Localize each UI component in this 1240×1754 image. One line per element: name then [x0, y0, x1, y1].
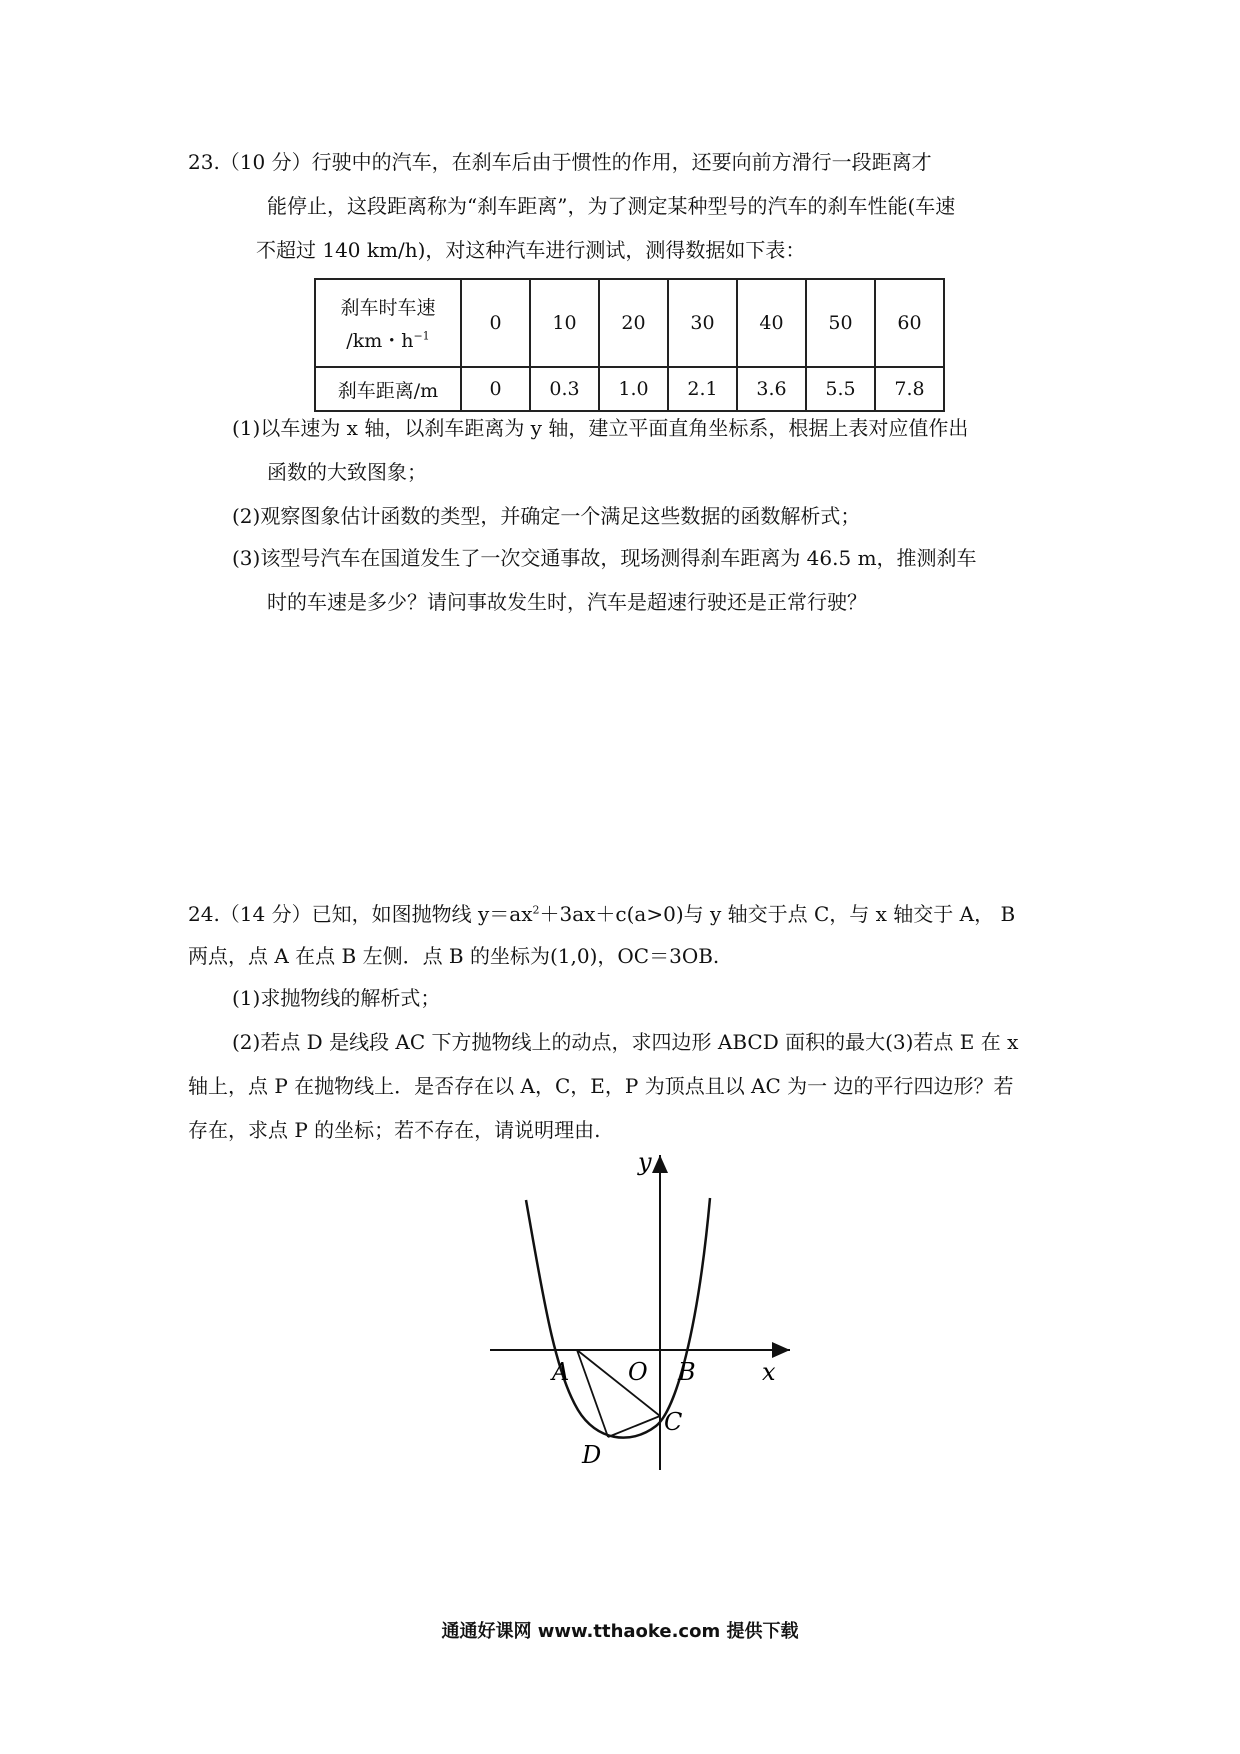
table-cell: 20 [599, 279, 668, 367]
q23-heading: 23.（10 分）行驶中的汽车，在刹车后由于惯性的作用，还要向前方滑行一段距离才 [188, 150, 932, 174]
table-row-speed [315, 279, 944, 367]
q23-part2: (2)观察图象估计函数的类型，并确定一个满足这些数据的函数解析式； [232, 504, 861, 528]
speed-unit: /km・$h^{-1}$ [346, 329, 430, 352]
table-cell: 50 [806, 279, 875, 367]
table-cell: 2.1 [668, 367, 737, 411]
segment-DC [608, 1416, 660, 1437]
label-B: B [678, 1358, 696, 1386]
table-cell: 10 [530, 279, 599, 367]
label-C: C [664, 1408, 683, 1436]
q23-part1-b: 函数的大致图象； [267, 460, 427, 484]
q24-part2-c: 存在，求点 P 的坐标；若不存在，请说明理由. [188, 1118, 601, 1142]
q24-part2: (2)若点 D 是线段 AC 下方抛物线上的动点，求四边形 ABCD 面积的最大(3)若点 E 在 x [232, 1030, 1019, 1054]
q23-part3-a: (3)该型号汽车在国道发生了一次交通事故，现场测得刹车距离为 46.5 m，推测刹车 [232, 546, 977, 570]
q24-part2-b: 轴上，点 P 在抛物线上．是否存在以 A，C，E，P 为顶点且以 AC 为一 边的平行四边形？若 [188, 1074, 1014, 1098]
speed-label: 刹车时车速 [340, 297, 436, 319]
table-cell: 0 [461, 279, 530, 367]
table-cell: 30 [668, 279, 737, 367]
table-cell: 5.5 [806, 367, 875, 411]
label-x: x [762, 1358, 776, 1386]
label-A: A [552, 1358, 570, 1386]
table-cell: 40 [737, 279, 806, 367]
q23-line3: 不超过 140 km/h)，对这种汽车进行测试，测得数据如下表： [256, 238, 806, 262]
table-row-distance [315, 367, 944, 411]
label-O: O [628, 1358, 648, 1386]
parabola-curve [526, 1198, 710, 1438]
table-header-speed [315, 279, 461, 367]
footer-credit: 通通好课网 www.tthaoke.com 提供下载 [441, 1621, 799, 1642]
q24-line2: 两点，点 A 在点 B 左侧．点 B 的坐标为(1,0)，OC＝3OB. [188, 944, 720, 968]
q23-line2: 能停止，这段距离称为“刹车距离”，为了测定某种型号的汽车的刹车性能(车速 [267, 194, 956, 218]
braking-data-table [314, 278, 945, 412]
label-y: y [638, 1148, 652, 1176]
table-cell: 0.3 [530, 367, 599, 411]
q23-part3-b: 时的车速是多少？请问事故发生时，汽车是超速行驶还是正常行驶？ [267, 590, 867, 614]
table-header-distance: 刹车距离/m [315, 367, 461, 411]
q23-part1-a: (1)以车速为 x 轴，以刹车距离为 y 轴，建立平面直角坐标系，根据上表对应值作出 [232, 416, 969, 440]
q24-line1: 24.（14 分）已知，如图抛物线 $y=ax^2+3ax+c(a>0)$与 y 轴交于点 C，与 x 轴交于 A， B [188, 902, 1016, 926]
q24-part1: (1)求抛物线的解析式； [232, 986, 441, 1010]
table-cell: 1.0 [599, 367, 668, 411]
table-cell: 60 [875, 279, 944, 367]
parabola-figure [480, 1140, 820, 1480]
table-cell: 0 [461, 367, 530, 411]
table-cell: 3.6 [737, 367, 806, 411]
table-cell: 7.8 [875, 367, 944, 411]
label-D: D [582, 1441, 602, 1469]
